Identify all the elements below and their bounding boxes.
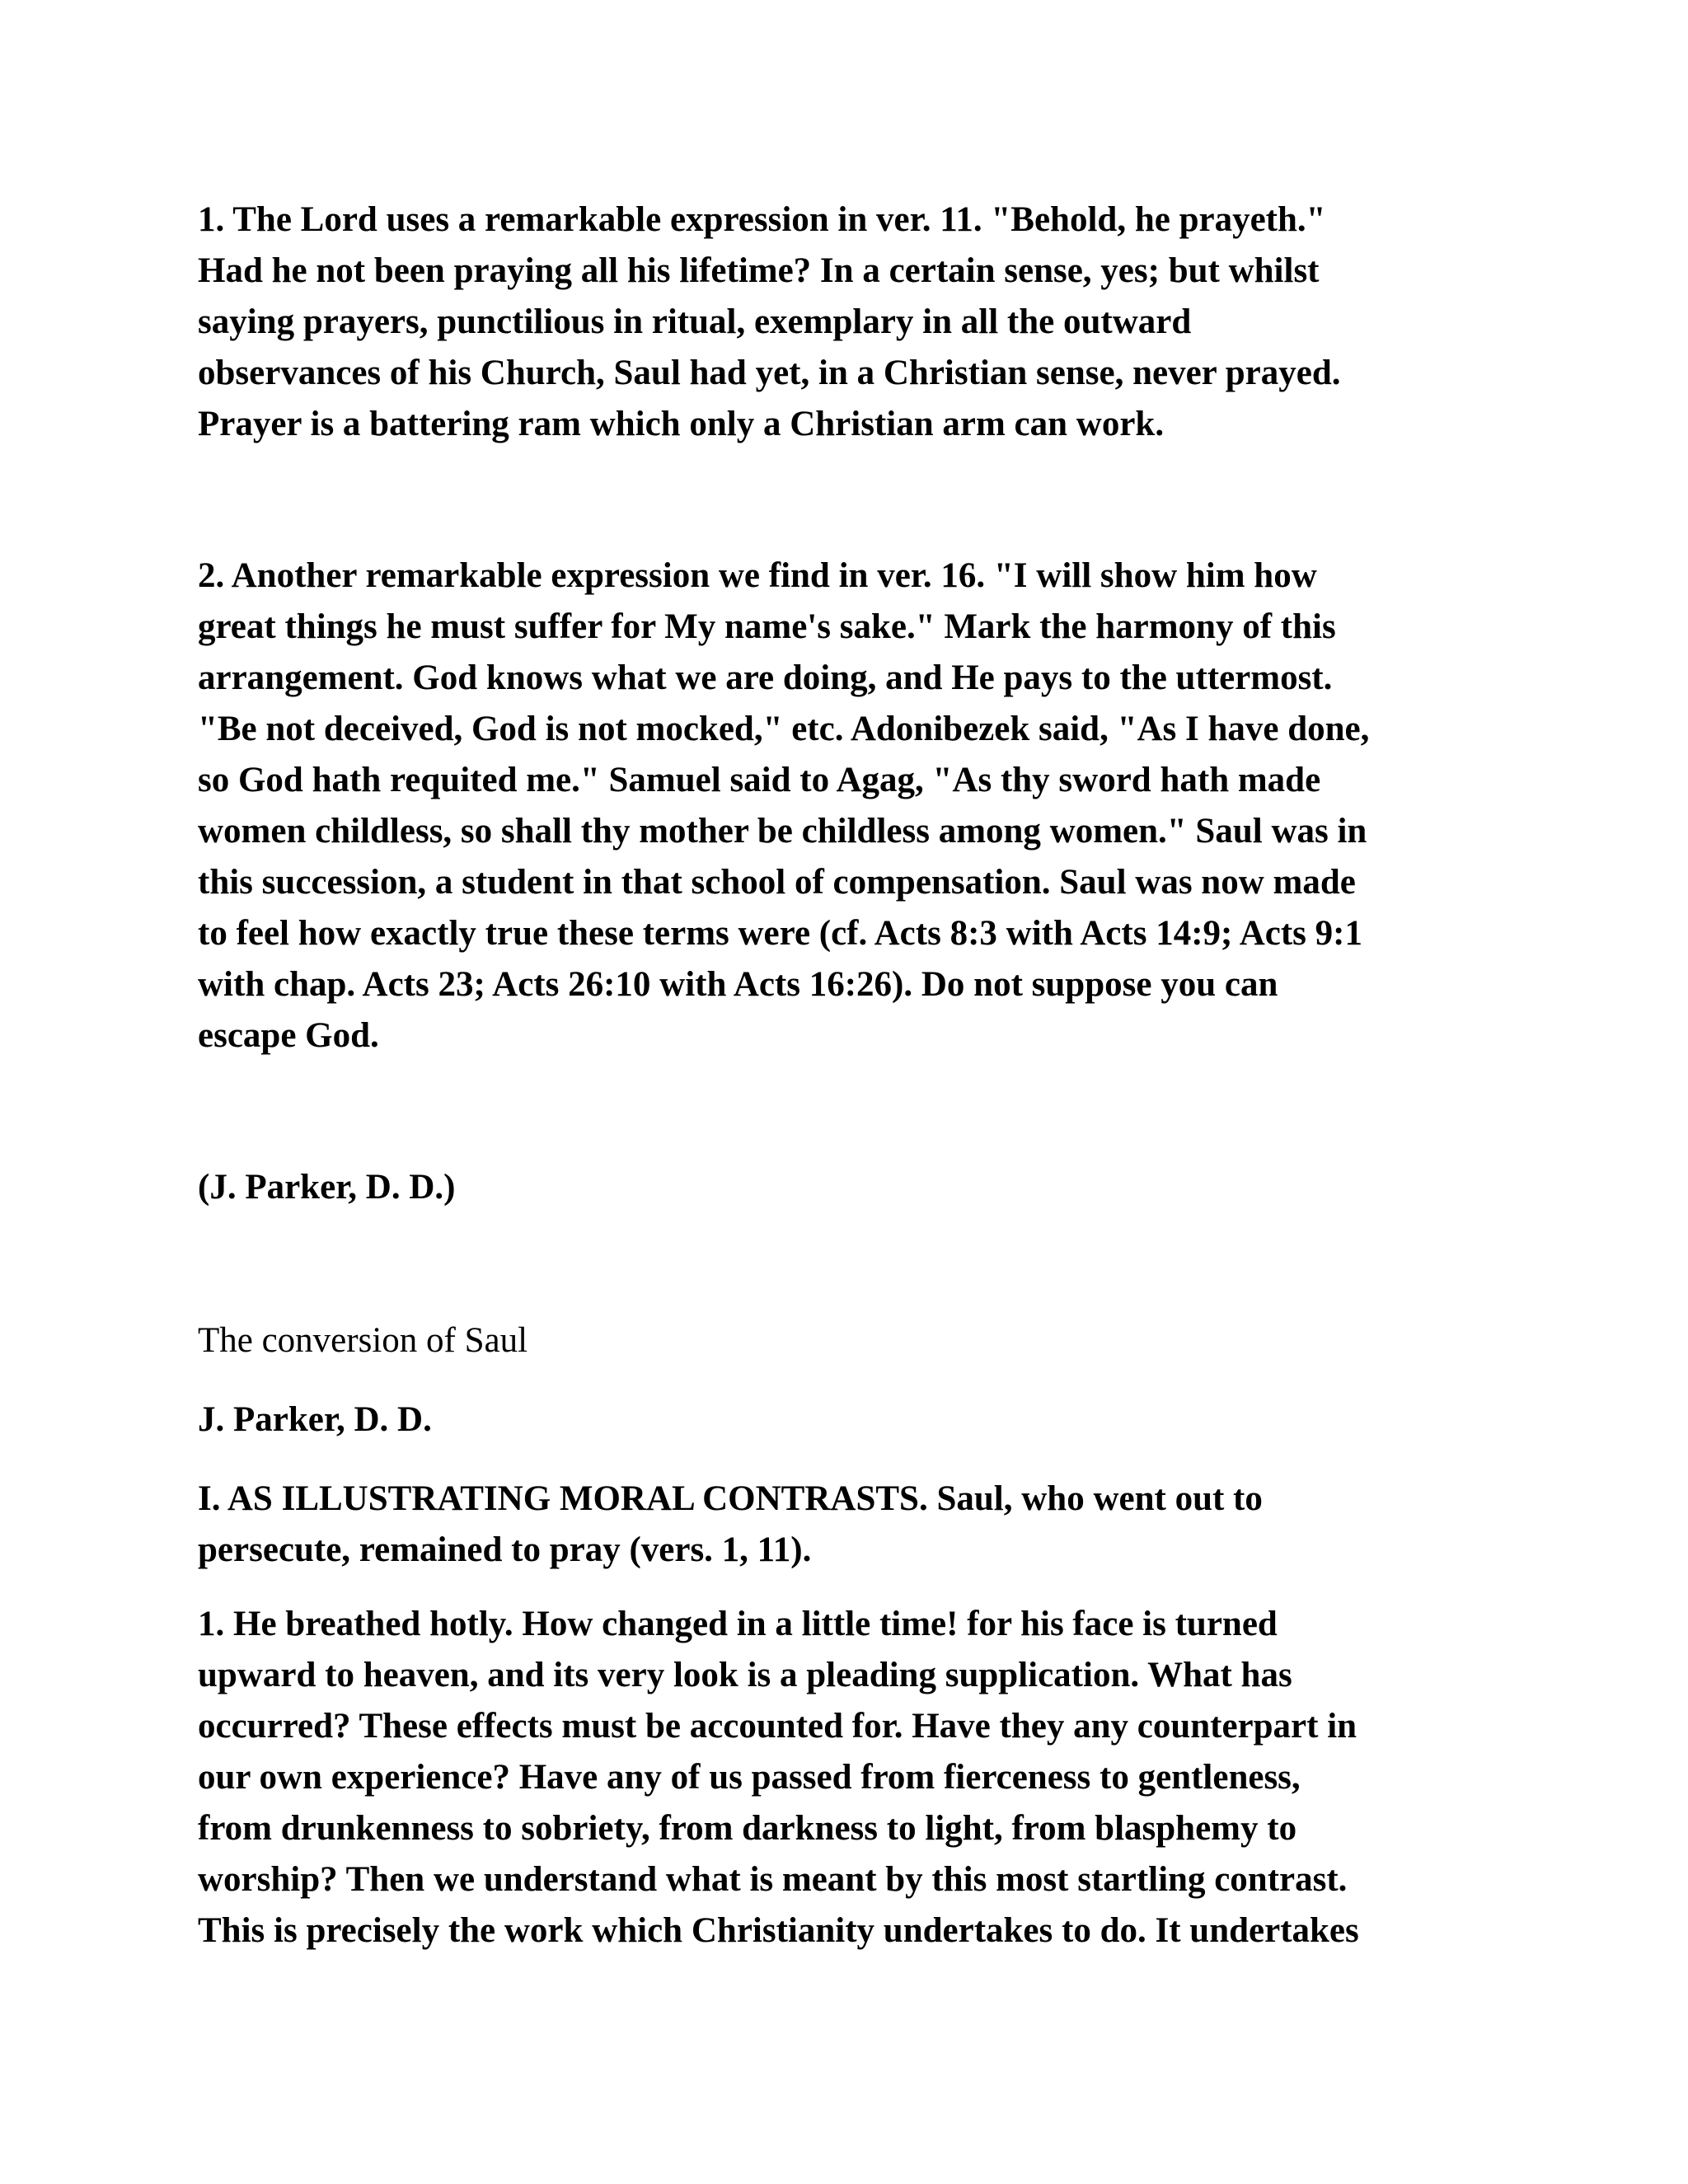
text-line: upward to heaven, and its very look is a pleading supplication. What has (198, 1656, 1292, 1694)
attribution (198, 1162, 1484, 1213)
section-title (198, 1315, 1484, 1366)
text-line: this succession, a student in that school of compensation. Saul was now made (198, 863, 1356, 902)
text-line: I. AS ILLUSTRATING MORAL CONTRASTS. Saul, who went out to (198, 1479, 1263, 1518)
text-line: persecute, remained to pray (vers. 1, 11). (198, 1530, 812, 1569)
text-line: 1. The Lord uses a remarkable expression in ver. 11. "Behold, he prayeth." (198, 200, 1326, 239)
attribution-text: (J. Parker, D. D.) (198, 1168, 456, 1207)
text-line: worship? Then we understand what is meant by this most startling contrast. (198, 1860, 1348, 1899)
text-line: with chap. Acts 23; Acts 26:10 with Acts 16:26). Do not suppose you can (198, 965, 1278, 1004)
text-line: women childless, so shall thy mother be childless among women." Saul was in (198, 812, 1367, 851)
text-line: 2. Another remarkable expression we find in ver. 16. "I will show him how (198, 556, 1317, 595)
text-line: our own experience? Have any of us passed from fierceness to gentleness, (198, 1758, 1301, 1797)
text-line: so God hath requited me." Samuel said to Agag, "As thy sword hath made (198, 761, 1321, 799)
text-line: Had he not been praying all his lifetime? In a certain sense, yes; but whilst (198, 251, 1320, 290)
paragraph-prayer (198, 194, 1484, 450)
text-line: "Be not deceived, God is not mocked," etc. Adonibezek said, "As I have done, (198, 710, 1370, 748)
text-line: escape God. (198, 1016, 379, 1055)
text-line: arrangement. God knows what we are doing, and He pays to the uttermost. (198, 658, 1333, 697)
text-line: This is precisely the work which Christianity undertakes to do. It undertakes (198, 1911, 1359, 1950)
text-line: to feel how exactly true these terms were (cf. Acts 8:3 with Acts 14:9; Acts 9:1 (198, 914, 1362, 953)
text-line: 1. He breathed hotly. How changed in a little time! for his face is turned (198, 1605, 1278, 1643)
text-line: occurred? These effects must be accounted for. Have they any counterpart in (198, 1707, 1357, 1746)
paragraph-breathed-hotly (198, 1599, 1484, 1957)
text-line: observances of his Church, Saul had yet, in a Christian sense, never prayed. (198, 354, 1341, 392)
text-line: saying prayers, punctilious in ritual, exemplary in all the outward (198, 302, 1192, 341)
section-title-text: The conversion of Saul (198, 1321, 528, 1360)
text-line: great things he must suffer for My name's sake." Mark the harmony of this (198, 607, 1336, 646)
section-author (198, 1394, 1484, 1446)
text-line: from drunkenness to sobriety, from darkness to light, from blasphemy to (198, 1809, 1297, 1848)
section-author-text: J. Parker, D. D. (198, 1400, 432, 1439)
paragraph-moral-contrasts (198, 1474, 1484, 1576)
text-line: Prayer is a battering ram which only a Christian arm can work. (198, 405, 1165, 443)
paragraph-suffering (198, 551, 1484, 1062)
